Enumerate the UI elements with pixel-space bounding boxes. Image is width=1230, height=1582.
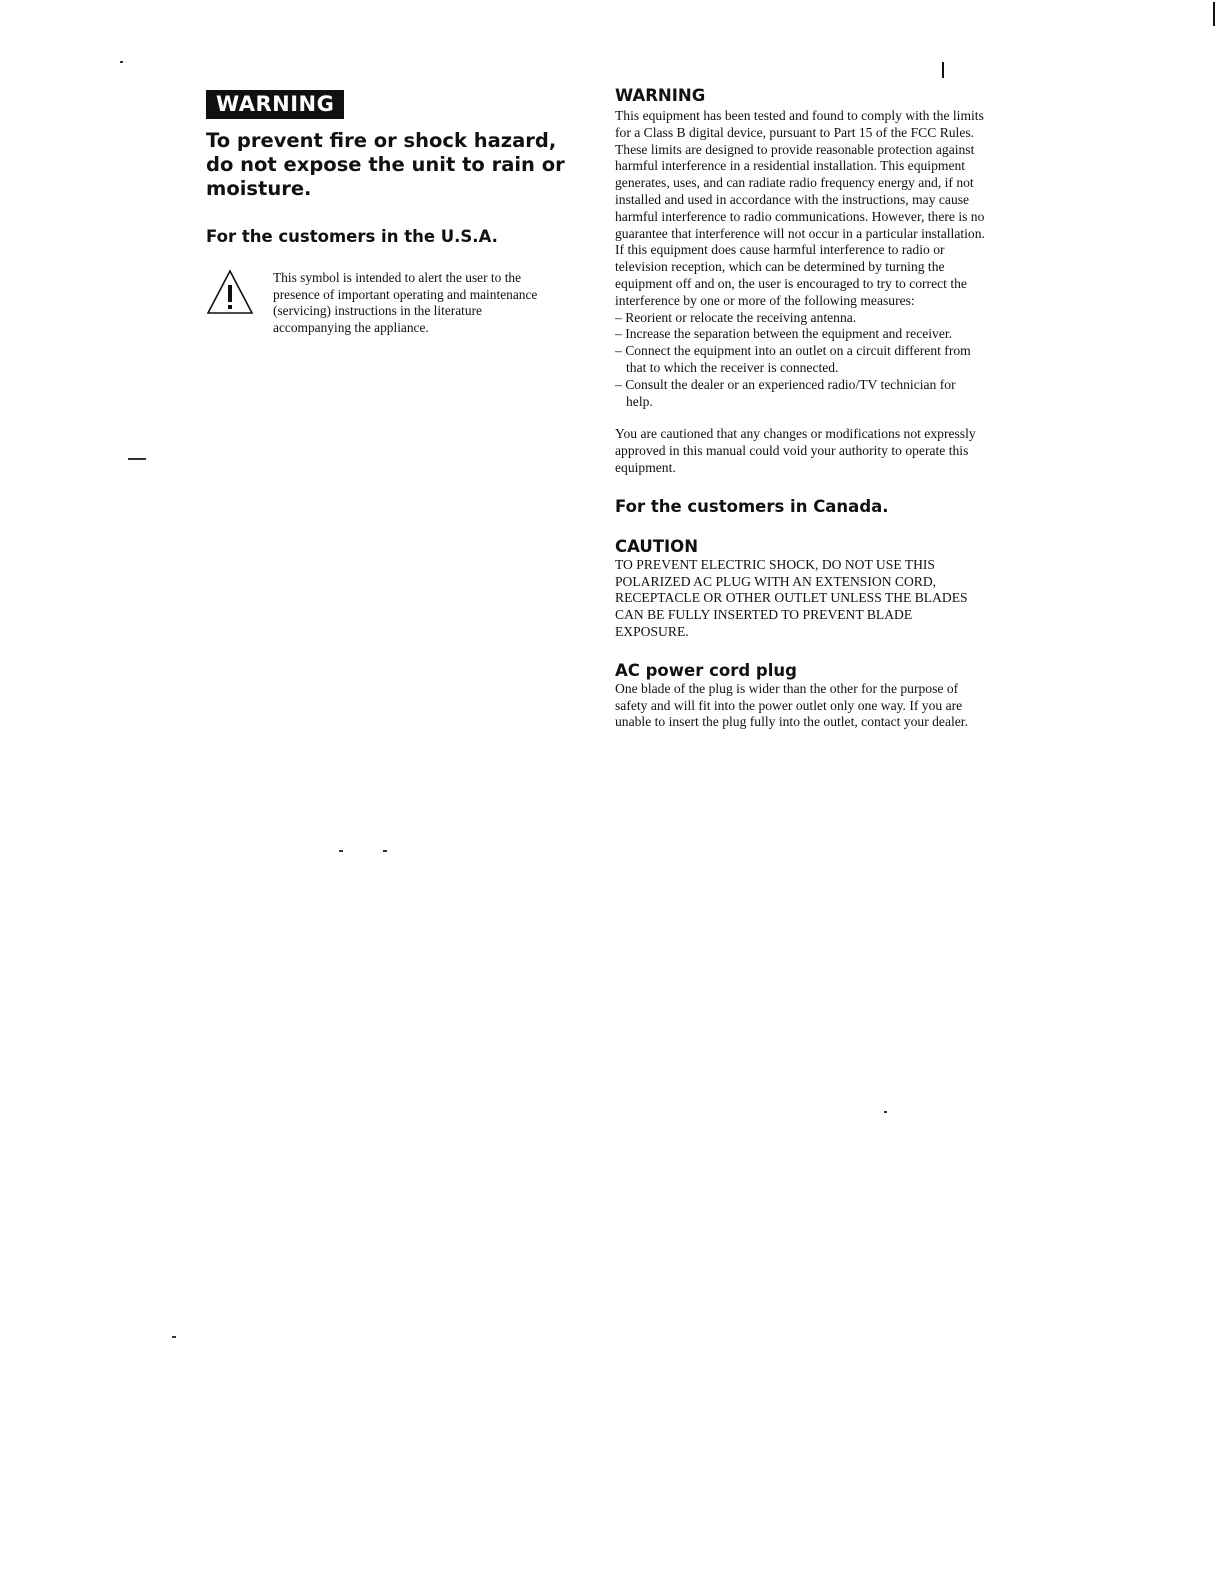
symbol-description: This symbol is intended to alert the user to the presence of important operating and maintenance (servicing) instructions in the literature accompanying the appliance.: [273, 270, 538, 335]
scan-speck: [172, 1336, 176, 1338]
plug-text: One blade of the plug is wider than the other for the purpose of safety and will fit into the power outlet only one way. If you are unable to insert the plug fully into the outlet, contact your dealer.: [615, 680, 968, 730]
scan-speck: [120, 61, 123, 63]
left-column: [206, 90, 566, 349]
list-item: – Connect the equipment into an outlet on a circuit different from that to which the receiver is connected.: [615, 343, 971, 375]
scan-speck: [383, 850, 387, 852]
symbol-block: [206, 269, 566, 349]
right-column: [615, 86, 985, 731]
scan-speck: [128, 458, 146, 460]
fcc-warning-text: This equipment has been tested and found to comply with the limits for a Class B digital device, pursuant to Part 15 of the FCC Rules. These limits are designed to provide reasonable protection against harmful interference in a residential installation. This equipment generates, uses, and can radiate radio frequency energy and, if not installed and used in accordance with the instructions, may cause harmful interference to radio communications. However, there is no guarantee that interference will not occur in a particular installation. If this equipment does cause harmful interference to radio or television reception, which can be determined by turning the equipment off and on, the user is encouraged to try to correct the interference by one or more of the following measures:: [615, 108, 985, 308]
scan-speck: [339, 850, 343, 852]
measures-list: [615, 310, 985, 411]
caution-text: TO PREVENT ELECTRIC SHOCK, DO NOT USE THIS POLARIZED AC PLUG WITH AN EXTENSION CORD, RECEPTACLE OR OTHER OUTLET UNLESS THE BLADES CAN BE FULLY INSERTED TO PREVENT BLADE EXPOSURE.: [615, 556, 968, 639]
page-marker: [942, 62, 944, 78]
list-item: – Increase the separation between the equipment and receiver.: [615, 326, 953, 342]
usa-heading: For the customers in the U.S.A.: [206, 227, 498, 246]
warning-badge: WARNING: [206, 90, 344, 119]
scan-edge-mark: [1213, 2, 1215, 26]
canada-heading: For the customers in Canada.: [615, 496, 889, 516]
main-warning: To prevent fire or shock hazard, do not expose the unit to rain or moisture.: [206, 129, 565, 200]
fcc-warning-heading: WARNING: [615, 86, 706, 105]
modifications-caution: You are cautioned that any changes or modifications not expressly approved in this manual could void your authority to operate this equipment.: [615, 426, 976, 475]
scan-speck: [884, 1111, 887, 1113]
caution-heading: CAUTION: [615, 536, 698, 556]
plug-heading: AC power cord plug: [615, 660, 797, 680]
list-item: – Consult the dealer or an experienced radio/TV technician for help.: [615, 376, 956, 409]
caution-triangle-icon: [206, 269, 254, 315]
list-item: – Reorient or relocate the receiving antenna.: [615, 309, 857, 325]
